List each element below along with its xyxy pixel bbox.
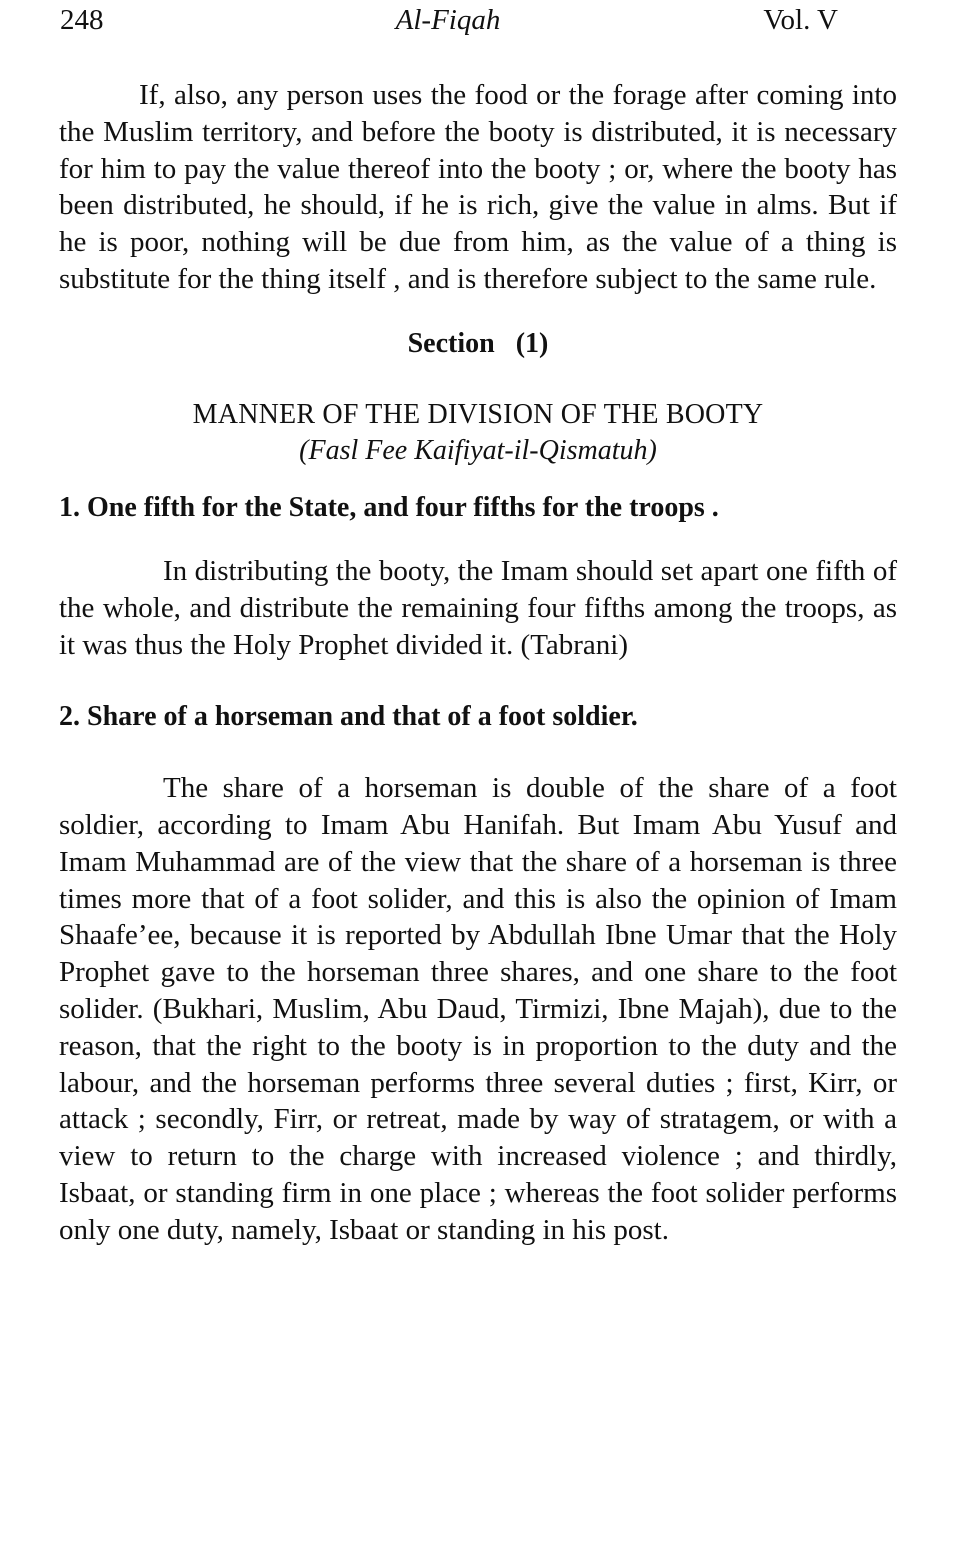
paragraph-food-forage: If, also, any person uses the food or the forage after coming into the Muslim territory, and before the booty is distributed, it is necessary for him to pay the value thereof into the booty ; or, where the booty has been distributed, he should, if he is rich, give the value in alms. But if he is poor, nothing will be due from him, as the value of a thing is substitute for the thing itself , and is therefore subject to the same rule. xyxy=(59,79,897,295)
volume-label: Vol. V xyxy=(763,4,838,36)
paragraph-horseman-share: The share of a horseman is double of the share of a foot soldier, according to Imam Abu Hanifah. But Imam Abu Yusuf and Imam Muhammad are of the view that the share of a horseman is three times more that of a foot solider, and this is also the opinion of Imam Shaafe’ee, because it is reported by Abdullah Ibne Umar that the Holy Prophet gave to the horseman three shares, and one share to the foot solider. (Bukhari, Muslim, Abu Daud, Tirmizi, Ibne Majah), due to the reason, that the right to the booty is in proportion to the duty and the labour, and the horseman performs three several duties ; first, Kirr, or attack ; secondly, Firr, or retreat, made by way of stratagem, or with a view to return to the charge with increased violence ; and thirdly, Isbaat, or standing firm in one place ; whereas the foot solider performs only one duty, namely, Isbaat or standing in his post. xyxy=(59,772,897,1246)
page-body xyxy=(59,77,897,1249)
chapter-subtitle: (Fasl Fee Kaifiyat-il-Qismatuh) xyxy=(299,435,657,467)
heading-one-fifth: 1. One fifth for the State, and four fifths for the troops . xyxy=(59,492,719,524)
paragraph-distribution: In distributing the booty, the Imam should set apart one fifth of the whole, and distribute the remaining four fifths among the troops, as it was thus the Holy Prophet divided it. (Tabrani) xyxy=(59,554,897,661)
page-number: 248 xyxy=(60,4,104,36)
book-title: Al-Fiqah xyxy=(395,4,501,36)
section-title: Section (1) xyxy=(407,327,549,359)
running-header xyxy=(58,4,838,44)
heading-horseman-share: 2. Share of a horseman and that of a foot soldier. xyxy=(59,701,638,733)
chapter-title: MANNER OF THE DIVISION OF THE BOOTY xyxy=(192,398,764,430)
